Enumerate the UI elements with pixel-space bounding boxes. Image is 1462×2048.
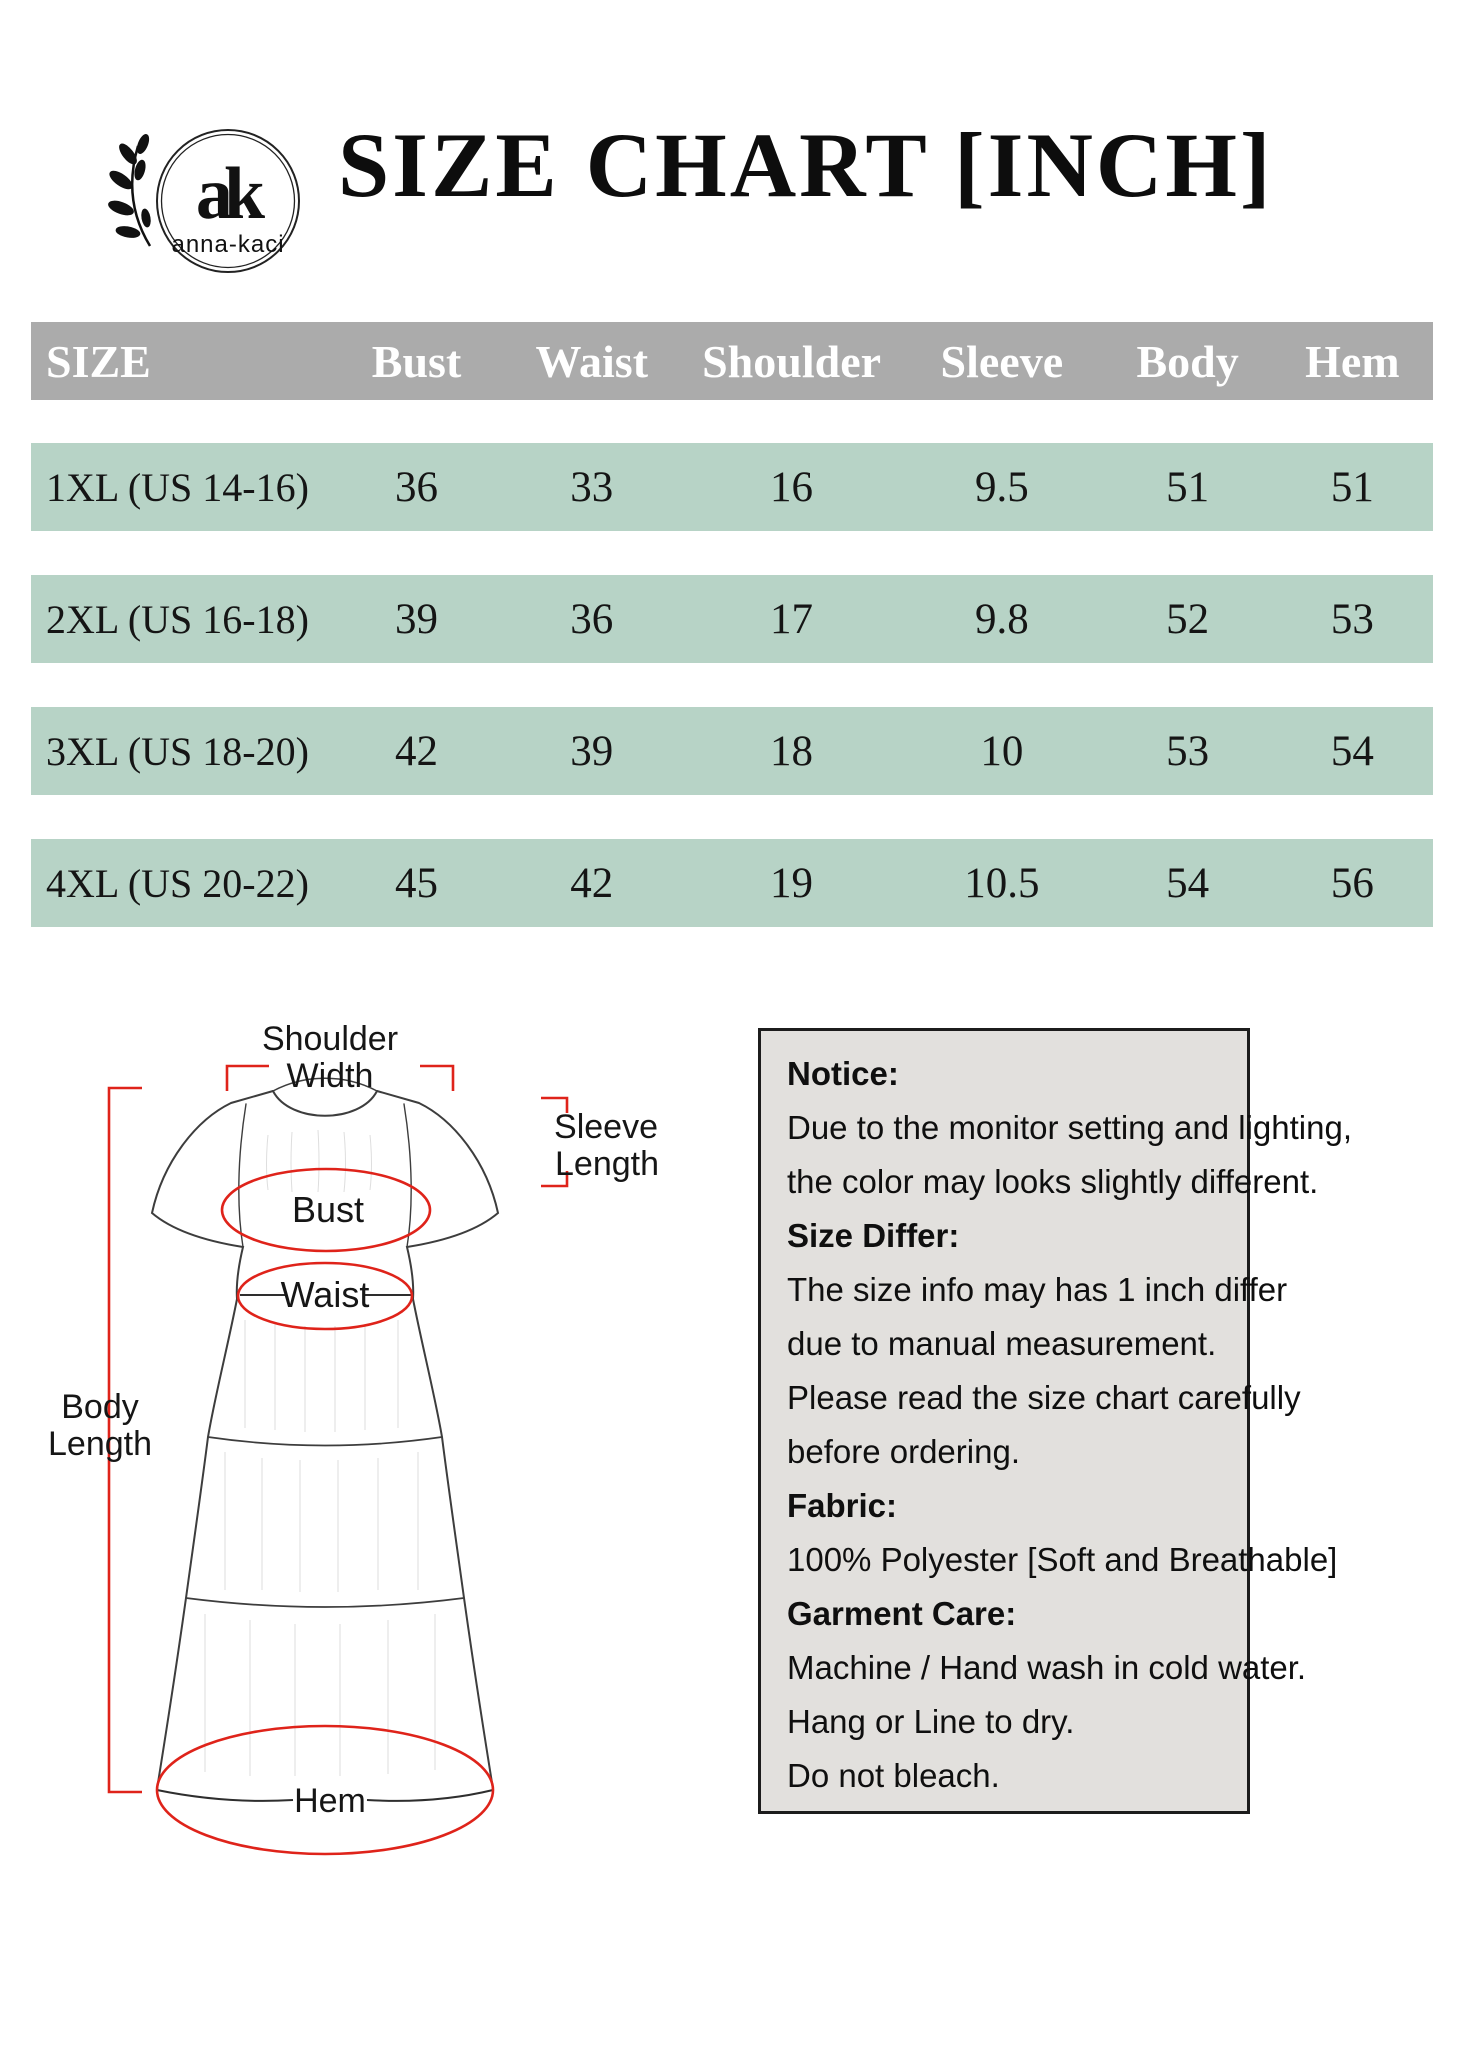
body-length-label-line1: Body — [61, 1388, 139, 1426]
size-label: 4XL (US 20-22) — [46, 860, 309, 906]
bust-value: 45 — [395, 859, 439, 907]
bust-label: Bust — [291, 1189, 365, 1230]
sleeve-value: 10 — [980, 727, 1024, 775]
column-header-sleeve: Sleeve — [940, 335, 1064, 387]
shoulder-value: 18 — [770, 727, 814, 775]
notice-text: 100% Polyester [Soft and Breathable] — [787, 1541, 1338, 1578]
shoulder-width-label-line2: Width — [286, 1057, 374, 1095]
sleeve-value: 9.5 — [974, 463, 1029, 511]
notice-text: the color may looks slightly different. — [787, 1163, 1319, 1200]
waist-label: Waist — [280, 1274, 370, 1315]
bust-value: 39 — [395, 595, 439, 643]
garment-care-heading: Garment Care: — [787, 1595, 1017, 1632]
body-value: 54 — [1166, 859, 1210, 907]
bust-value: 42 — [395, 727, 439, 775]
notice-text: Please read the size chart carefully — [787, 1379, 1301, 1416]
column-header-body: Body — [1136, 335, 1239, 387]
column-header-hem: Hem — [1305, 335, 1400, 387]
notice-text: Do not bleach. — [787, 1757, 1000, 1794]
leaf-branch-icon — [107, 133, 152, 246]
notice-text: before ordering. — [787, 1433, 1020, 1470]
page-title: SIZE CHART [INCH] — [338, 114, 1274, 216]
body-value: 51 — [1166, 463, 1210, 511]
bust-value: 36 — [395, 463, 439, 511]
table-row — [31, 443, 1433, 531]
notice-text: due to manual measurement. — [787, 1325, 1217, 1362]
sleeve-length-label-line1: Sleeve — [554, 1108, 658, 1146]
notice-text: Machine / Hand wash in cold water. — [787, 1649, 1307, 1686]
dress-outline — [152, 1078, 498, 1789]
size-chart-table — [31, 322, 1433, 971]
size-table-header-row — [31, 322, 1433, 400]
hem-value: 53 — [1330, 595, 1374, 643]
table-row — [31, 707, 1433, 795]
column-header-bust: Bust — [371, 335, 462, 387]
notice-heading: Notice: — [787, 1055, 899, 1092]
notice-text: Hang or Line to dry. — [787, 1703, 1075, 1740]
table-row — [31, 839, 1433, 927]
size-label: 1XL (US 14-16) — [46, 464, 309, 510]
dress-measurement-diagram — [30, 990, 730, 1990]
hem-value: 56 — [1330, 859, 1374, 907]
size-label: 2XL (US 16-18) — [46, 596, 309, 642]
waist-value: 42 — [570, 859, 614, 907]
shoulder-value: 19 — [770, 859, 814, 907]
sleeve-length-label-line2: Length — [555, 1145, 659, 1183]
body-value: 52 — [1166, 595, 1210, 643]
notice-text: The size info may has 1 inch differ — [787, 1271, 1288, 1308]
sleeve-value: 9.8 — [974, 595, 1029, 643]
notice-box — [758, 1028, 1353, 1814]
size-label: 3XL (US 18-20) — [46, 728, 309, 774]
shoulder-width-label-line1: Shoulder — [261, 1020, 399, 1058]
size-differ-heading: Size Differ: — [787, 1217, 960, 1254]
shoulder-value: 16 — [770, 463, 814, 511]
brand-logo — [88, 118, 328, 298]
body-length-label-line2: Length — [48, 1425, 152, 1463]
notice-text: Due to the monitor setting and lighting, — [787, 1109, 1353, 1146]
logo-monogram: ak — [195, 153, 257, 235]
column-header-waist: Waist — [535, 335, 649, 387]
waist-value: 36 — [570, 595, 614, 643]
hem-label: Hem — [294, 1782, 366, 1820]
table-row — [31, 575, 1433, 663]
logo-brand-text: anna-kaci — [171, 231, 285, 258]
waist-value: 39 — [570, 727, 614, 775]
hem-value: 51 — [1330, 463, 1374, 511]
shoulder-value: 17 — [770, 595, 814, 643]
fabric-heading: Fabric: — [787, 1487, 898, 1524]
sleeve-value: 10.5 — [964, 859, 1040, 907]
column-header-shoulder: Shoulder — [702, 335, 882, 387]
body-value: 53 — [1166, 727, 1210, 775]
waist-value: 33 — [570, 463, 614, 511]
hem-value: 54 — [1330, 727, 1374, 775]
column-header-size: SIZE — [46, 335, 151, 387]
